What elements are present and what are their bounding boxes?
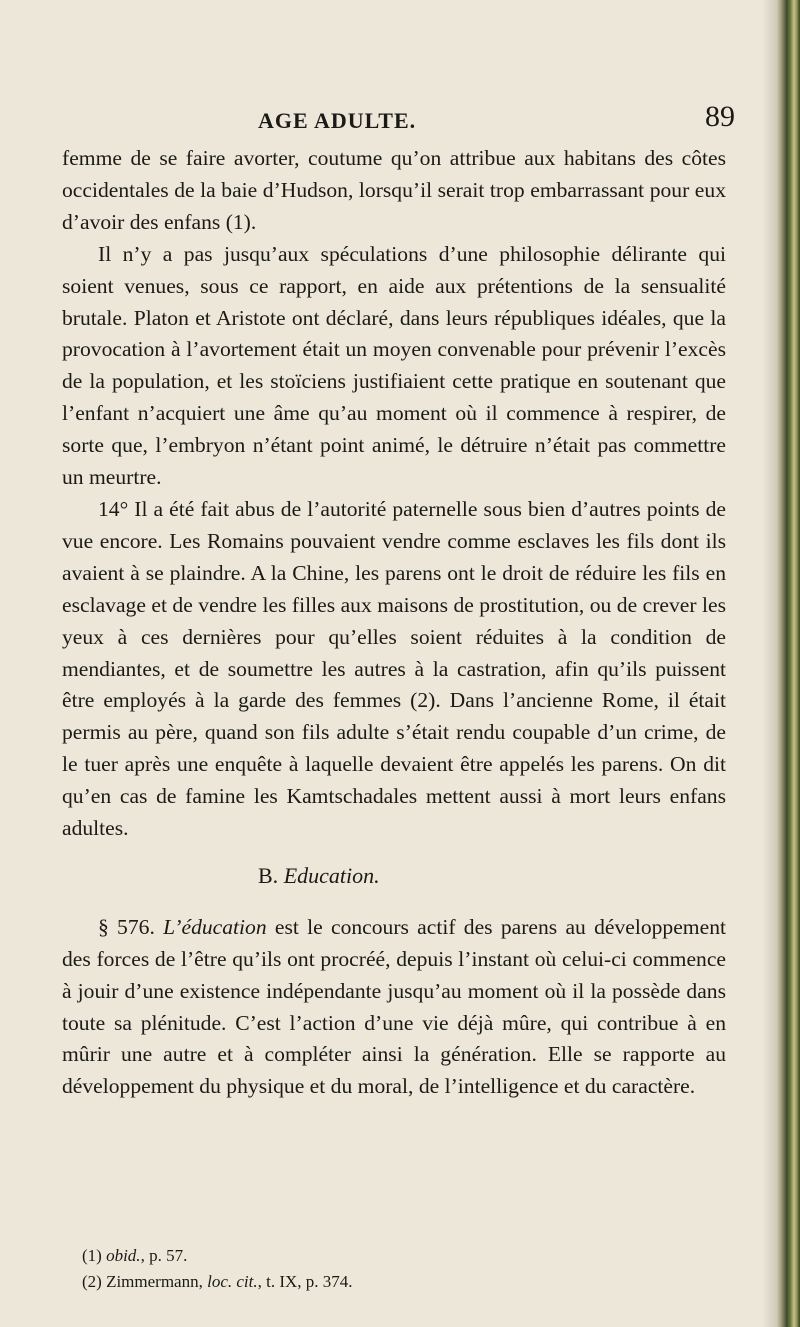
footnote-citation: loc. cit. [207, 1272, 258, 1291]
section-title: Education. [283, 862, 380, 888]
footnote-marker: (2) [82, 1272, 102, 1291]
page-number: 89 [705, 100, 735, 133]
italic-term: L’éducation [163, 914, 267, 939]
paragraph-1: femme de se faire avorter, coutume qu’on attribue aux habitans des côtes occidentales de la baie d’Hudson, lorsqu’il serait trop embarrassant pour eux d’avoir des enfans (1). [62, 146, 726, 234]
footnote-text: , t. IX, p. 374. [257, 1272, 353, 1291]
footnote-author: Zimmermann, [106, 1272, 208, 1291]
footnotes [82, 1243, 353, 1295]
footnote-2 [82, 1269, 353, 1295]
footnote-citation: obid. [106, 1246, 141, 1265]
main-text [62, 143, 726, 1103]
paragraph-2: Il n’y a pas jusqu’aux spéculations d’une philosophie délirante qui soient venues, sous ce rapport, en aide aux prétentions de la sensualité brutale. Platon et Aristote ont déclaré, dans leurs républiques idéales, que la provocation à l’avortement était un moyen convenable pour prévenir l’excès de la population, et les stoïciens justifiaient cette pratique en soutenant que l’enfant n’acquiert une âme qu’au moment où il commence à respirer, de sorte que, l’embryon n’étant point animé, le détruire n’était pas commettre un meurtre. [62, 241, 726, 490]
section-number: § 576. [98, 914, 164, 939]
book-binding-edge [776, 0, 800, 1327]
paragraph-4-text: est le concours actif des parens au développement des forces de l’être qu’ils ont procréé, depuis l’instant où celui-ci commence à jouir d’une existence indépendante jusqu’au moment où il la possède dans toute sa plénitude. C’est l’action d’une vie déjà mûre, qui contribue à en mûrir une autre et à compléter ainsi la génération. Elle se rapporte au développement du physique et du moral, de l’intelligence et du caractère. [62, 914, 726, 1099]
section-heading [258, 860, 726, 892]
paragraph-3: 14° Il a été fait abus de l’autorité paternelle sous bien d’autres points de vue encore. Les Romains pouvaient vendre comme esclaves les fils dont ils avaient à se plaindre. A la Chine, les parens ont le droit de réduire les fils en esclavage et de vendre les filles aux maisons de prostitution, ou de crever les yeux à ces dernières pour qu’elles soient réduites à la condition de mendiantes, et de soumettre les autres à la castration, afin qu’ils puissent être employés à la garde des femmes (2). Dans l’ancienne Rome, il était permis au père, quand son fils adulte s’était rendu coupable d’un crime, de le tuer après une enquête à laquelle devaient être appelés les parens. On dit qu’en cas de famine les Kamtschadales mettent aussi à mort leurs enfans adultes. [62, 496, 726, 841]
running-title: AGE ADULTE. [258, 108, 417, 133]
footnote-text: , p. 57. [140, 1246, 188, 1265]
paragraph-4 [62, 912, 726, 1103]
footnote-1 [82, 1243, 353, 1269]
binding-shadow [762, 0, 776, 1327]
section-letter: B. [258, 862, 279, 888]
footnote-marker: (1) [82, 1246, 102, 1265]
